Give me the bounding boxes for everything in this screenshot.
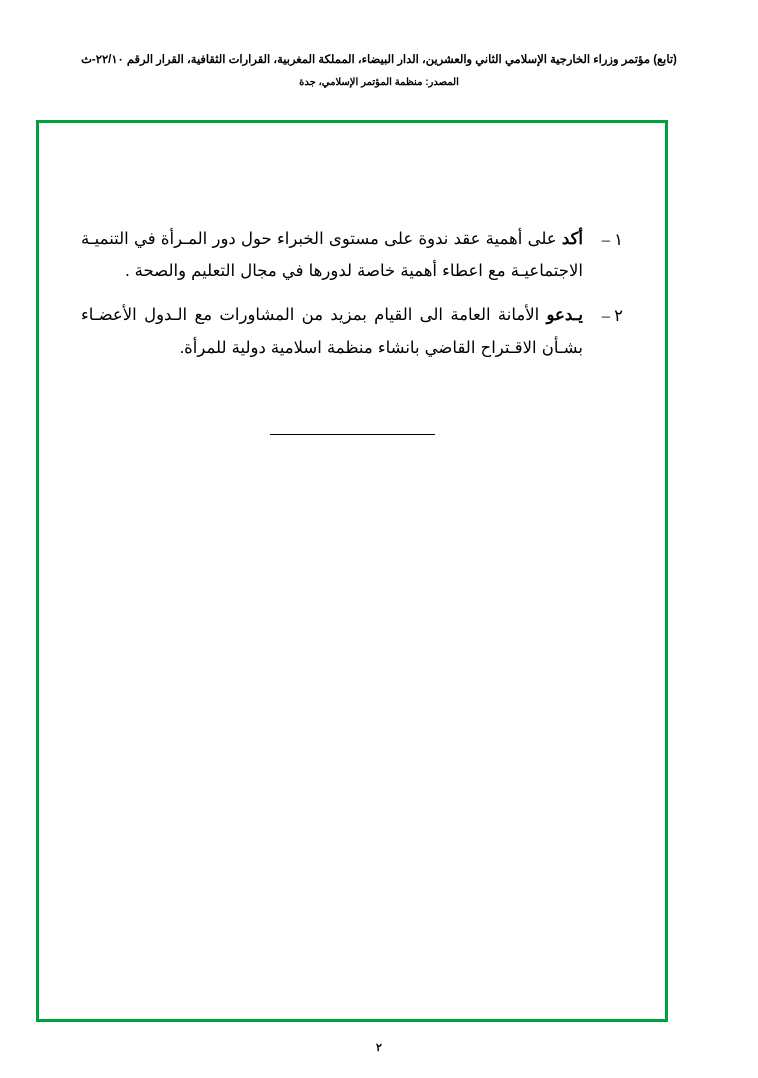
content-frame	[36, 120, 668, 1022]
clause-body-text: الأمانة العامة الى القيام بمزيد من المشاورات مع الـدول الأعضـاء بشـأن الاقـتراح القاضي بانشاء منظمة اسلامية دولية للمرأة.	[81, 305, 583, 357]
clause-lead-word: يـدعو	[546, 305, 583, 325]
clause-number: ١ –	[601, 230, 623, 249]
clause-item	[81, 299, 623, 363]
end-of-text-divider	[81, 422, 623, 440]
clause-number: ٢ –	[601, 306, 623, 326]
header-title: (تابع) مؤتمر وزراء الخارجية الإسلامي الثاني والعشرين، الدار البيضاء، المملكة المغربية، القرارات الثقافية، القرار الرقم ٢٢/١٠-ث	[81, 54, 677, 66]
clause-text	[81, 223, 583, 287]
header-source: المصدر: منظمة المؤتمر الإسلامي، جدة	[299, 77, 459, 89]
clause-item	[81, 223, 623, 287]
resolution-body	[81, 223, 623, 440]
horizontal-rule	[270, 434, 435, 435]
clause-lead-word: أكد	[561, 229, 584, 248]
document-header	[36, 52, 722, 90]
page-number: ٢	[376, 1042, 382, 1054]
clause-text	[81, 299, 583, 363]
clause-body-text: على أهمية عقد ندوة على مستوى الخبراء حول دور المـرأة في التنميـة الاجتماعيـة مع اعطاء أهمية خاصة لدورها في مجال التعليم والصحة .	[81, 229, 583, 281]
